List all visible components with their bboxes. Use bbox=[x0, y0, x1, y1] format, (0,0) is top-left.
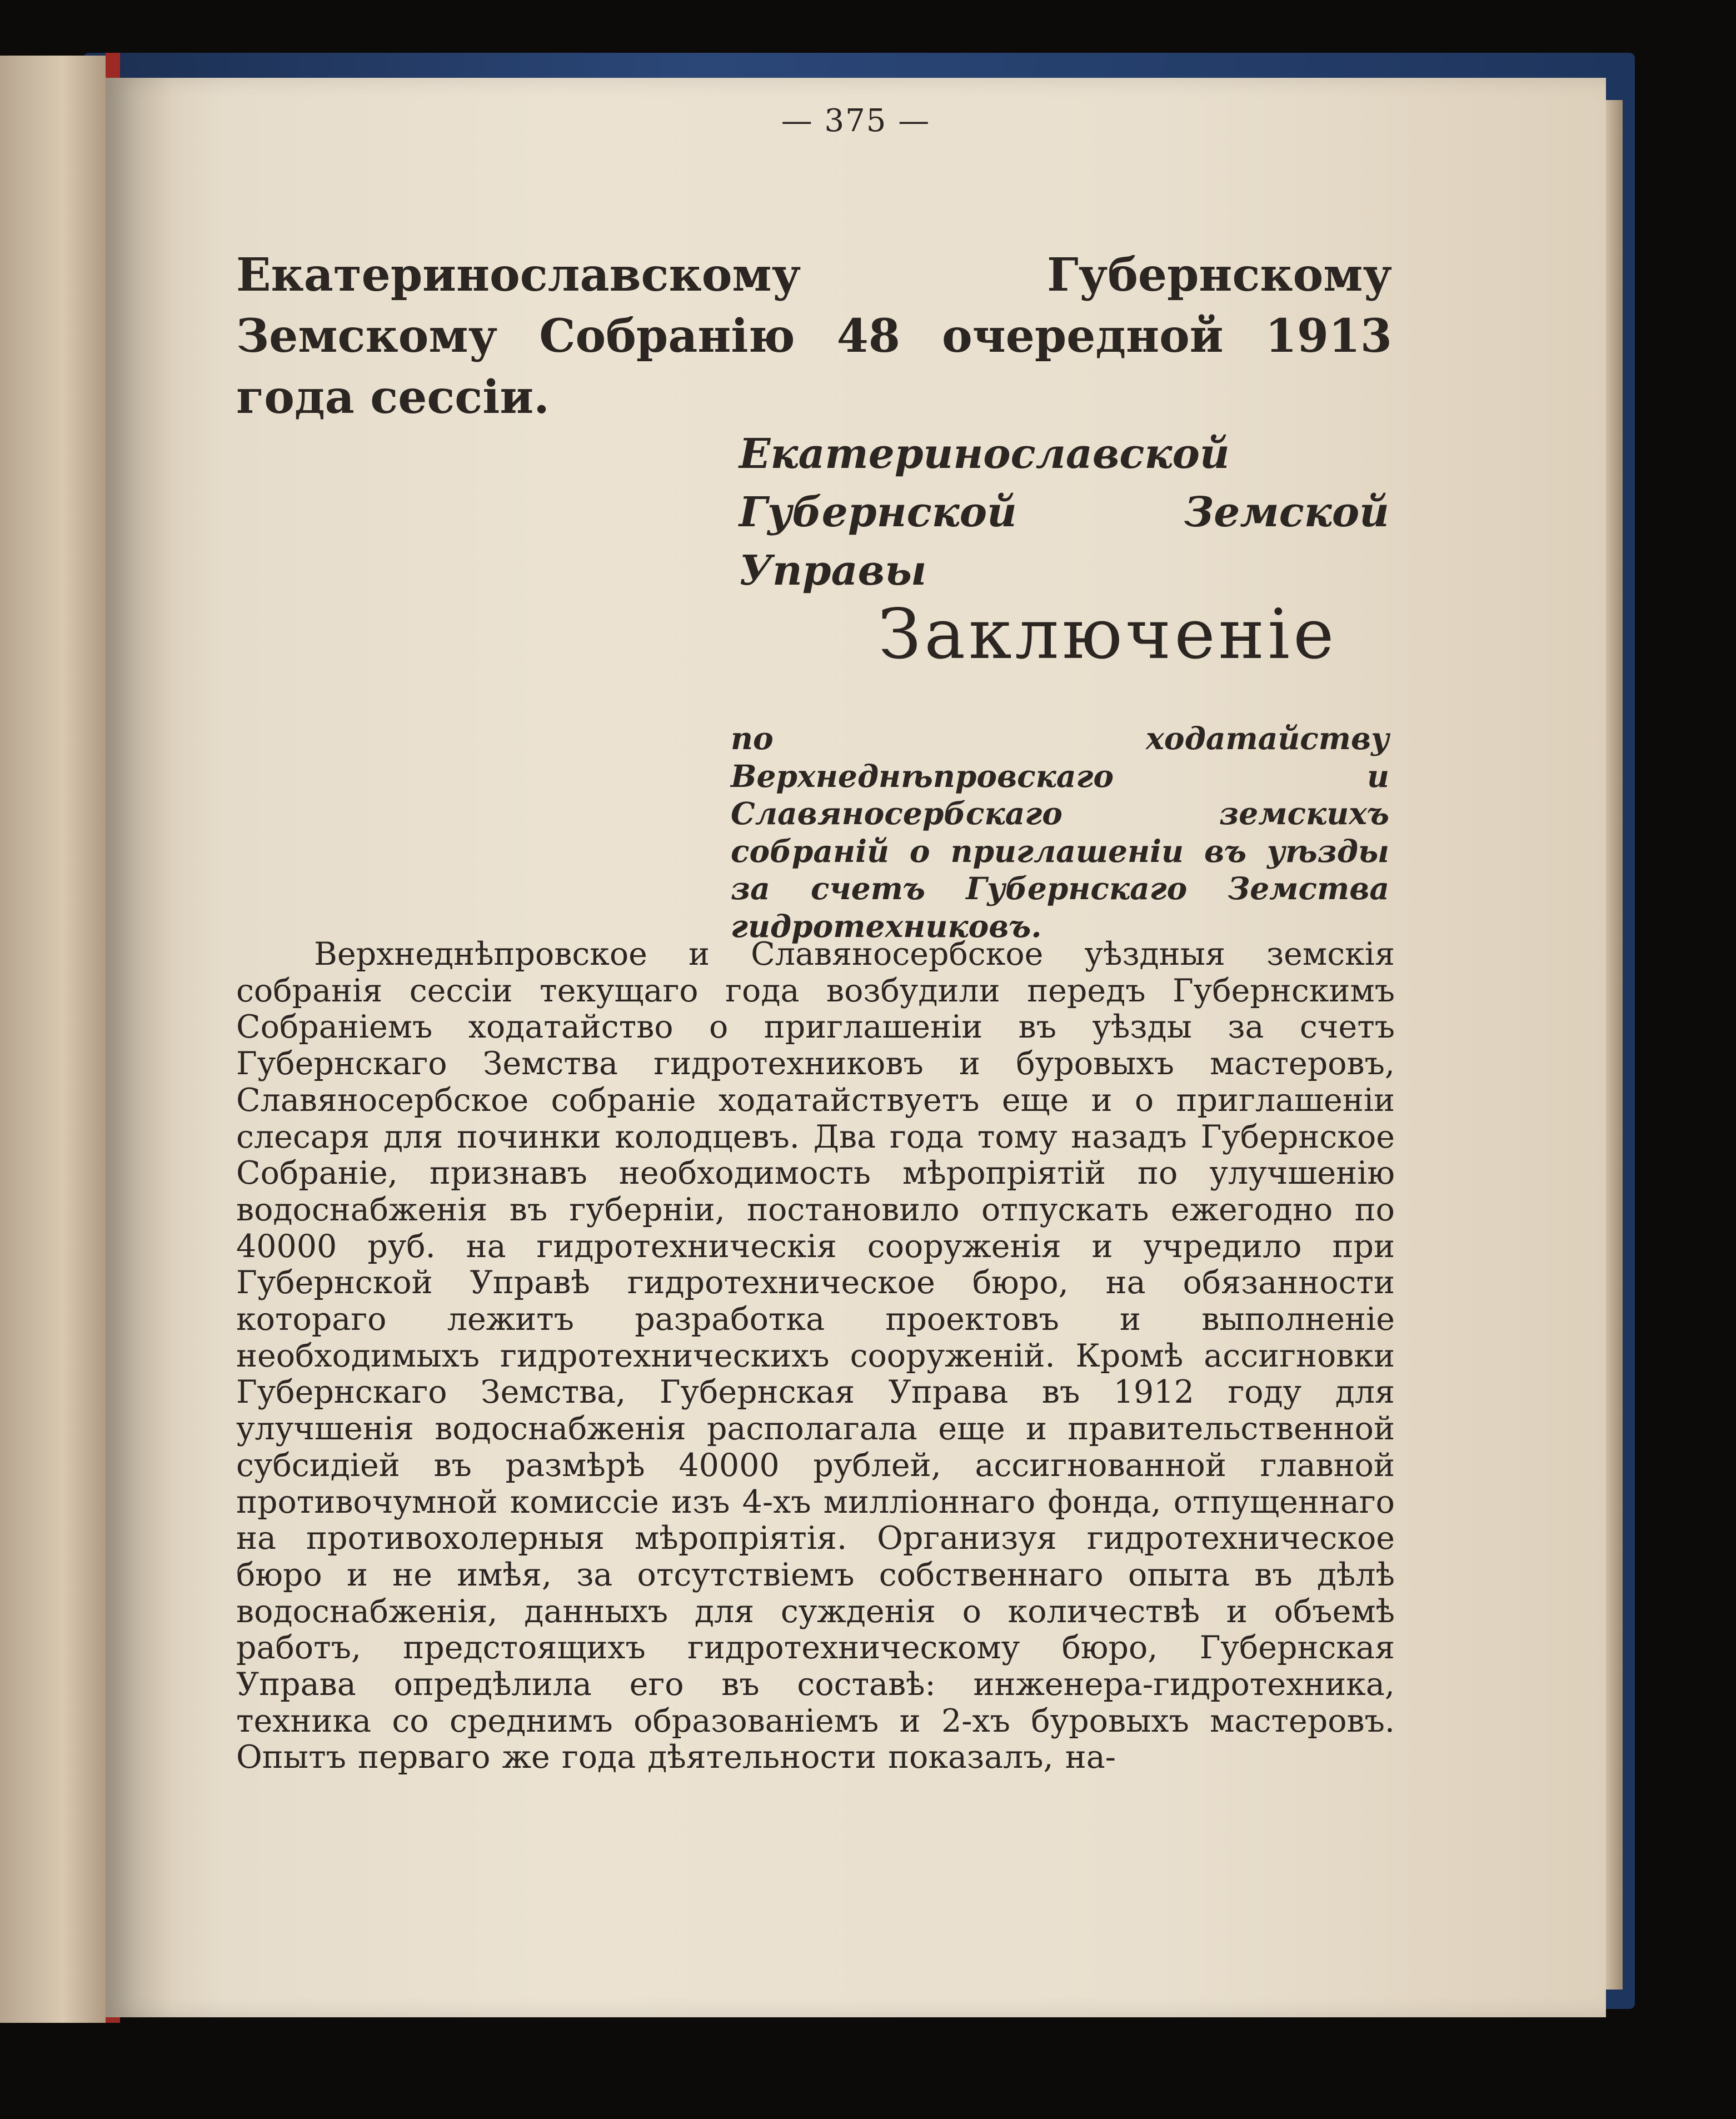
page-number: — 375 — bbox=[781, 103, 931, 139]
body-paragraph: Верхнеднѣпровское и Славяносербское уѣздныя земскія собранія сессіи текущаго года возбудили передъ Губернскимъ Собраніемъ ходатайство о приглашеніи въ уѣзды за счетъ Губернскаго Земства гидротехниковъ и буровыхъ мастеровъ, Славяносербское собраніе ходатайствуетъ еще и о приглашеніи слесаря для починки колодцевъ. Два года тому назадъ Губернское Собраніе, признавъ необходимость мѣропріятій по улучшенію водоснабженія въ губерніи, постановило отпускать ежегодно по 40000 руб. на гидротехническія сооруженія и учредило при Губернской Управѣ гидротехническое бюро, на обязанности котораго лежитъ разработка проектовъ и выполненіе необходимыхъ гидротехническихъ сооруженій. Кромѣ ассигновки Губернскаго Земства, Губернская Управа въ 1912 году для улучшенія водоснабженія располагала еще и правительственной субсидіей въ размѣрѣ 40000 рублей, ассигнованной главной противочумной комиссіе изъ 4-хъ милліоннаго фонда, отпущеннаго на противохолерныя мѣропріятія. Организуя гидротехническое бюро и не имѣя, за отсутствіемъ собственнаго опыта въ дѣлѣ водоснабженія, данныхъ для сужденія о количествѣ и объемѣ работъ, предстоящихъ гидротехническому бюро, Губернская Управа опредѣлила его въ составѣ: инженера-гидротехника, техника со среднимъ образованіемъ и 2-хъ буровыхъ мастеровъ. Опытъ перваго же года дѣятельности показалъ, на- bbox=[236, 936, 1395, 1776]
gutter-shadow bbox=[106, 78, 172, 2017]
document-title: Заключеніе bbox=[878, 595, 1338, 675]
document-subject: по ходатайству Верхнеднѣпровскаго и Славяносербскаго земскихъ собраній о приглашеніи въ уѣзды за счетъ Губернскаго Земства гидротехниковъ. bbox=[731, 720, 1389, 944]
book-page bbox=[106, 78, 1606, 2017]
page-edges bbox=[1606, 100, 1623, 1990]
left-page bbox=[0, 56, 114, 2023]
issuer-line: Екатеринославской Губернской Земской Управы bbox=[739, 430, 1389, 595]
address-heading: Екатеринославскому Губернскому Земскому Собранію 48 очередной 1913 года сессіи. bbox=[236, 248, 1392, 424]
